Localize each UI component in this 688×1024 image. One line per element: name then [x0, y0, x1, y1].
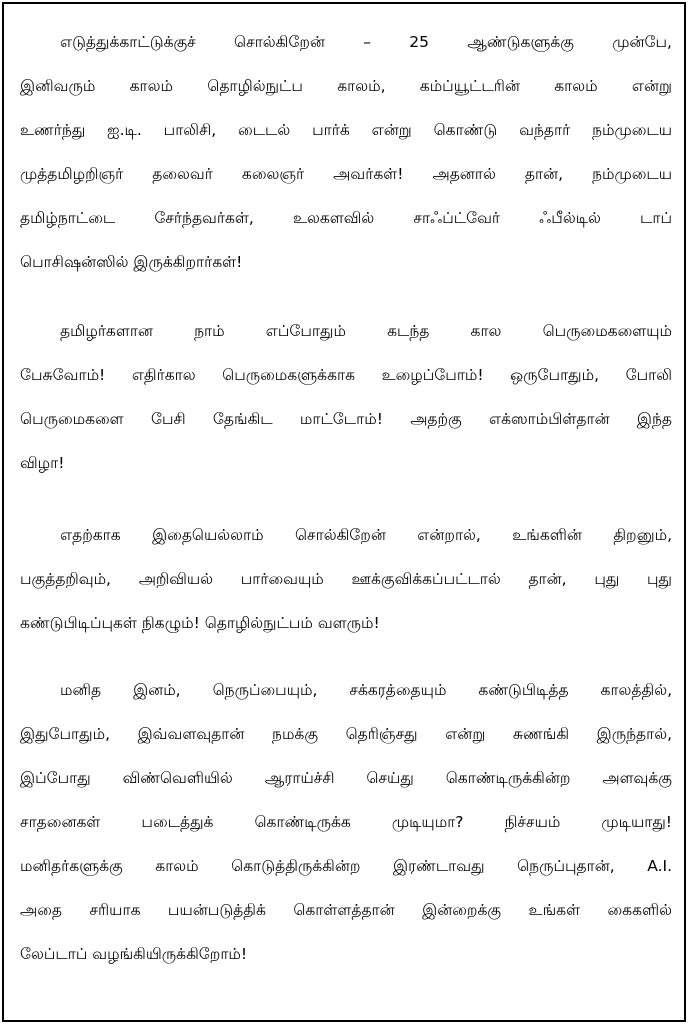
text-line: சாதனைகள் படைத்துக் கொண்டிருக்க முடியுமா? நிச்சயம் முடியாது!: [20, 813, 672, 831]
paragraph-1: [20, 20, 672, 284]
text-line: மனித இனம், நெருப்பையும், சக்கரத்தையும் கண்டுபிடித்த காலத்தில்,: [60, 681, 672, 699]
text-line: பொசிஷன்ஸில் இருக்கிறார்கள்!: [20, 253, 243, 271]
text-line: பெருமைகளை பேசி தேங்கிட மாட்டோம்! அதற்கு எக்ஸாம்பிள்தான் இந்த: [20, 410, 672, 428]
text-line: எதற்காக இதையெல்லாம் சொல்கிறேன் என்றால், உங்களின் திறனும்,: [60, 526, 672, 544]
text-line: எடுத்துக்காட்டுக்குச் சொல்கிறேன் – 25 ஆண்டுகளுக்கு முன்பே,: [60, 33, 672, 51]
text-line: தமிழர்களான நாம் எப்போதும் கடந்த கால பெருமைகளையும்: [60, 322, 672, 340]
text-line: இதுபோதும், இவ்வளவுதான் நமக்கு தெரிஞ்சது என்று சுணங்கி இருந்தால்,: [20, 725, 672, 743]
text-line: மனிதர்களுக்கு காலம் கொடுத்திருக்கின்ற இரண்டாவது நெருப்புதான், A.I.: [20, 857, 672, 875]
paragraph-3: [20, 513, 672, 645]
text-line: இனிவரும் காலம் தொழில்நுட்ப காலம், கம்ப்யூட்டரின் காலம் என்று: [20, 77, 672, 95]
text-line: அதை சரியாக பயன்படுத்திக் கொள்ளத்தான் இன்றைக்கு உங்கள் கைகளில்: [20, 901, 672, 919]
text-line: பகுத்தறிவும், அறிவியல் பார்வையும் ஊக்குவிக்கப்பட்டால் தான், புது புது: [20, 570, 672, 588]
paragraph-2: [20, 309, 672, 485]
text-line: விழா!: [20, 454, 65, 472]
text-line: லேப்டாப் வழங்கியிருக்கிறோம்!: [20, 945, 248, 963]
text-line: முத்தமிழறிஞர் தலைவர் கலைஞர் அவர்கள்! அதனால் தான், நம்முடைய: [20, 165, 672, 183]
text-line: தமிழ்நாட்டை சேர்ந்தவர்கள், உலகளவில் சாஃப்ட்வேர் ஃபீல்டில் டாப்: [20, 209, 672, 227]
text-line: உணர்ந்து ஐ.டி. பாலிசி, டைடல் பார்க் என்று கொண்டு வந்தார் நம்முடைய: [20, 121, 672, 139]
paragraph-4: [20, 668, 672, 976]
text-line: கண்டுபிடிப்புகள் நிகழும்! தொழில்நுட்பம் வளரும்!: [20, 614, 380, 632]
text-line: இப்போது விண்வெளியில் ஆராய்ச்சி செய்து கொண்டிருக்கின்ற அளவுக்கு: [20, 769, 672, 787]
text-line: பேசுவோம்! எதிர்கால பெருமைகளுக்காக உழைப்போம்! ஒருபோதும், போலி: [20, 366, 672, 384]
